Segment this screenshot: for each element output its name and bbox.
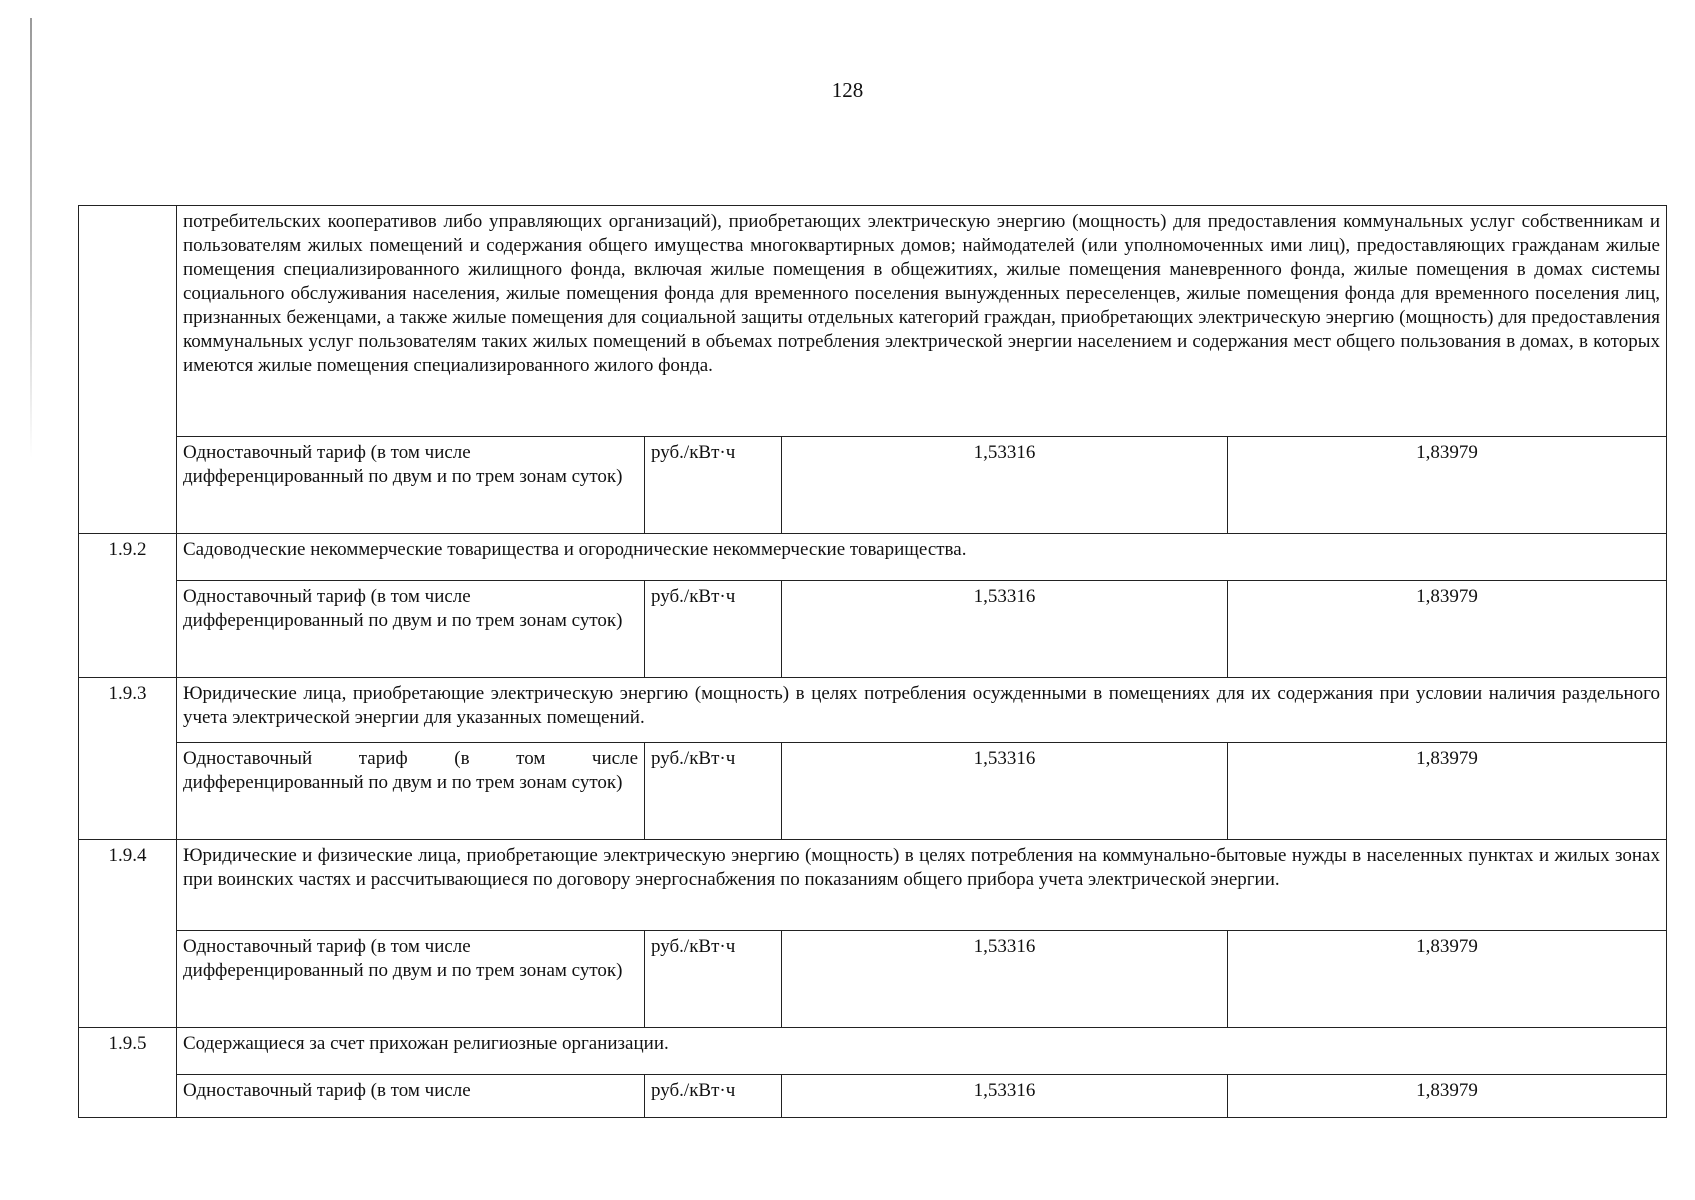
table-row xyxy=(79,931,1667,1028)
table-row xyxy=(79,206,1667,437)
tariff-name: Одноставочный тариф (в том числе дифференцированный по двум и по трем зонам суток) xyxy=(177,437,645,534)
value-cell-first: 1,53316 xyxy=(782,743,1228,840)
section-number-cell xyxy=(79,206,177,534)
unit-cell: руб./кВт·ч xyxy=(645,1075,782,1118)
value-cell-second: 1,83979 xyxy=(1228,743,1667,840)
unit-cell: руб./кВт·ч xyxy=(645,437,782,534)
value-cell-first: 1,53316 xyxy=(782,931,1228,1028)
value-cell-second: 1,83979 xyxy=(1228,581,1667,678)
unit-cell: руб./кВт·ч xyxy=(645,581,782,678)
tariff-name: Одноставочный тариф (в том числе xyxy=(177,1075,645,1118)
tariff-name: Одноставочный тариф (в том числе дифференцированный по двум и по трем зонам суток) xyxy=(177,743,645,840)
table-row xyxy=(79,743,1667,840)
value-cell-second: 1,83979 xyxy=(1228,1075,1667,1118)
unit-cell: руб./кВт·ч xyxy=(645,743,782,840)
table-row xyxy=(79,840,1667,931)
table-row xyxy=(79,437,1667,534)
tariff-table xyxy=(78,205,1667,1118)
value-cell-first: 1,53316 xyxy=(782,437,1228,534)
section-description: Садоводческие некоммерческие товарищества и огороднические некоммерческие товарищества. xyxy=(177,534,1667,581)
value-cell-first: 1,53316 xyxy=(782,1075,1228,1118)
unit-cell: руб./кВт·ч xyxy=(645,931,782,1028)
table-row xyxy=(79,581,1667,678)
section-number: 1.9.3 xyxy=(79,678,177,840)
section-description: Юридические лица, приобретающие электрическую энергию (мощность) в целях потребления осужденными в помещениях для их содержания при условии наличия раздельного учета электрической энергии для указанных помещений. xyxy=(177,678,1667,743)
tariff-name: Одноставочный тариф (в том числе дифференцированный по двум и по трем зонам суток) xyxy=(177,581,645,678)
section-number: 1.9.4 xyxy=(79,840,177,1028)
section-number: 1.9.2 xyxy=(79,534,177,678)
section-number: 1.9.5 xyxy=(79,1028,177,1118)
section-description: потребительских кооперативов либо управляющих организаций), приобретающих электрическую энергию (мощность) для предоставления коммунальных услуг собственникам и пользователям жилых помещений и содержания общего имущества многоквартирных домов; наймодателей (или уполномоченных ими лиц), предоставляющих гражданам жилые помещения специализированного жилищного фонда, включая жилые помещения в общежитиях, жилые помещения маневренного фонда, жилые помещения в домах системы социального обслуживания населения, жилые помещения фонда для временного поселения вынужденных переселенцев, жилые помещения фонда для временного поселения лиц, признанных беженцами, а также жилые помещения для социальной защиты отдельных категорий граждан, приобретающих электрическую энергию (мощность) для предоставления коммунальных услуг пользователям таких жилых помещений в объемах потребления электрической энергии населением и содержания мест общего пользования в домах, в которых имеются жилые помещения специализированного жилого фонда. xyxy=(177,206,1667,437)
value-cell-second: 1,83979 xyxy=(1228,931,1667,1028)
section-description: Юридические и физические лица, приобретающие электрическую энергию (мощность) в целях потребления на коммунально-бытовые нужды в населенных пунктах и жилых зонах при воинских частях и рассчитывающиеся по договору энергоснабжения по показаниям общего прибора учета электрической энергии. xyxy=(177,840,1667,931)
table-row xyxy=(79,1075,1667,1118)
tariff-name: Одноставочный тариф (в том числе дифференцированный по двум и по трем зонам суток) xyxy=(177,931,645,1028)
page-number: 128 xyxy=(831,78,864,102)
value-cell-first: 1,53316 xyxy=(782,581,1228,678)
table-row xyxy=(79,534,1667,581)
table-row xyxy=(79,678,1667,743)
section-description: Содержащиеся за счет прихожан религиозные организации. xyxy=(177,1028,1667,1075)
value-cell-second: 1,83979 xyxy=(1228,437,1667,534)
table-row xyxy=(79,1028,1667,1075)
